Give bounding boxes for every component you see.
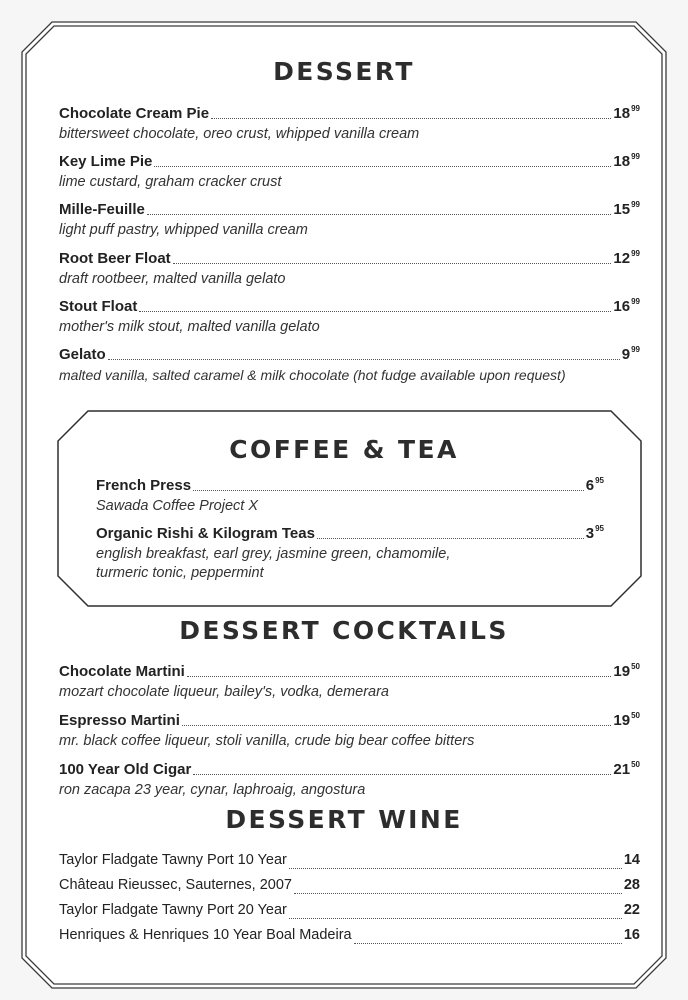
dot-leader (294, 893, 622, 894)
cocktails-section-title: DESSERT COCKTAILS (179, 616, 509, 645)
menu-item-espresso-martini (59, 711, 640, 751)
item-price: $18^{99}$ (613, 104, 640, 122)
dot-leader (182, 725, 612, 726)
wine-name: Taylor Fladgate Tawny Port 20 Year (59, 902, 287, 918)
item-name: Key Lime Pie (59, 153, 153, 170)
dot-leader (289, 918, 622, 919)
item-price: $12^{99}$ (613, 249, 640, 267)
menu-item-mille-feuille (59, 200, 640, 240)
item-name: Espresso Martini (59, 712, 180, 729)
dot-leader (211, 118, 611, 119)
wine-item-tawny-10 (59, 852, 640, 874)
coffee-tea-section-title: COFFEE & TEA (229, 435, 459, 464)
item-name: Stout Float (59, 298, 138, 315)
wine-name: Taylor Fladgate Tawny Port 10 Year (59, 852, 287, 868)
item-name: Gelato (59, 346, 106, 363)
item-description: draft rootbeer, malted vanilla gelato (59, 271, 286, 287)
item-price: $15^{99}$ (613, 200, 640, 218)
item-price: $3^{95}$ (585, 524, 604, 542)
menu-item-chocolate-martini (59, 662, 640, 702)
dot-leader (139, 311, 611, 312)
item-description: ron zacapa 23 year, cynar, laphroaig, angostura (59, 782, 366, 798)
wine-section-title: DESSERT WINE (225, 805, 463, 834)
item-name: French Press (96, 477, 192, 494)
item-name: 100 Year Old Cigar (59, 761, 192, 778)
item-description (96, 545, 604, 583)
dessert-section-title: DESSERT (273, 57, 415, 86)
item-price: $21^{50}$ (613, 760, 640, 778)
item-description: Sawada Coffee Project X (96, 498, 259, 514)
item-description: lime custard, graham cracker crust (59, 174, 282, 190)
menu-item-gelato (59, 345, 640, 385)
item-name: Mille-Feuille (59, 201, 145, 218)
item-description: mozart chocolate liqueur, bailey's, vodka, demerara (59, 684, 389, 700)
wine-name: Henriques & Henriques 10 Year Boal Madeira (59, 927, 352, 943)
wine-price: 28 (623, 877, 640, 893)
wine-price: 14 (623, 852, 640, 868)
dot-leader (354, 943, 622, 944)
menu-item-stout-float (59, 297, 640, 337)
item-description: bittersweet chocolate, oreo crust, whipped vanilla cream (59, 126, 420, 142)
item-name: Chocolate Cream Pie (59, 105, 210, 122)
dot-leader (317, 538, 584, 539)
menu-item-french-press (96, 476, 604, 516)
item-name: Organic Rishi & Kilogram Teas (96, 525, 315, 542)
item-price: $9^{99}$ (621, 345, 640, 363)
item-price: $6^{95}$ (585, 476, 604, 494)
description-line: turmeric tonic, peppermint (96, 565, 264, 581)
dot-leader (187, 676, 612, 677)
dot-leader (193, 490, 584, 491)
dot-leader (289, 868, 622, 869)
item-name: Chocolate Martini (59, 663, 185, 680)
wine-price: 16 (623, 927, 640, 943)
menu-item-organic-teas (96, 524, 604, 583)
wine-item-boal-madeira (59, 927, 640, 949)
item-description: malted vanilla, salted caramel & milk chocolate (hot fudge available upon request) (59, 367, 566, 383)
menu-item-chocolate-cream-pie (59, 104, 640, 144)
item-price: $19^{50}$ (613, 711, 640, 729)
item-description: mother's milk stout, malted vanilla gelato (59, 319, 320, 335)
item-price: $18^{99}$ (613, 152, 640, 170)
description-line: english breakfast, earl grey, jasmine green, chamomile, (96, 546, 451, 562)
item-name: Root Beer Float (59, 250, 171, 267)
wine-item-tawny-20 (59, 902, 640, 924)
item-description: mr. black coffee liqueur, stoli vanilla, crude big bear coffee bitters (59, 733, 475, 749)
dot-leader (173, 263, 612, 264)
wine-name: Château Rieussec, Sauternes, 2007 (59, 877, 292, 893)
menu-item-100-year-old-cigar (59, 760, 640, 800)
item-description: light puff pastry, whipped vanilla cream (59, 222, 308, 238)
wine-item-rieussec (59, 877, 640, 899)
menu-item-key-lime-pie (59, 152, 640, 192)
dot-leader (193, 774, 611, 775)
item-price: $16^{99}$ (613, 297, 640, 315)
item-price: $19^{50}$ (613, 662, 640, 680)
dot-leader (154, 166, 611, 167)
menu-item-root-beer-float (59, 249, 640, 289)
dot-leader (147, 214, 612, 215)
dot-leader (108, 359, 620, 360)
wine-price: 22 (623, 902, 640, 918)
